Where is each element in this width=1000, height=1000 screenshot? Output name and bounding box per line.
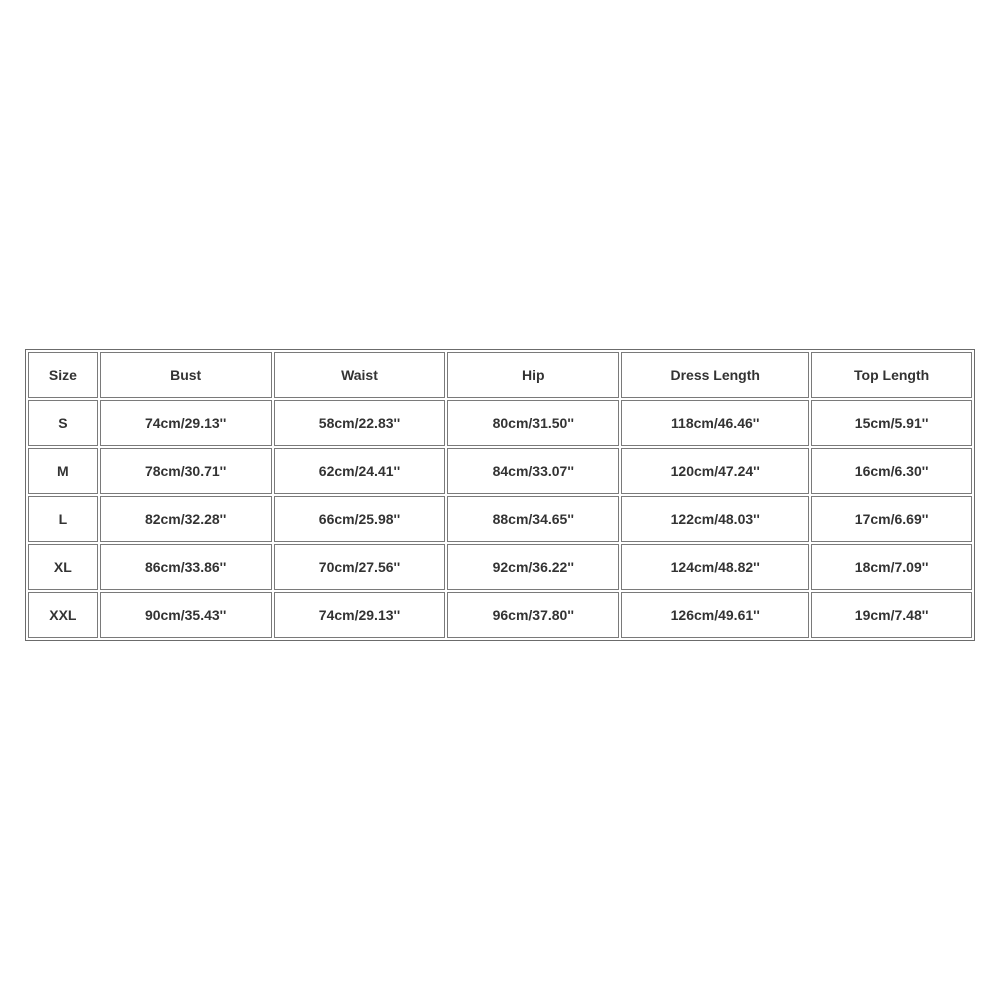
cell-waist: 74cm/29.13'' — [274, 592, 446, 638]
table-row — [28, 448, 972, 494]
cell-hip: 96cm/37.80'' — [447, 592, 619, 638]
cell-waist: 58cm/22.83'' — [274, 400, 446, 446]
cell-top-length: 18cm/7.09'' — [811, 544, 972, 590]
table-row — [28, 544, 972, 590]
cell-bust: 90cm/35.43'' — [100, 592, 272, 638]
header-size: Size — [28, 352, 98, 398]
cell-dress-length: 122cm/48.03'' — [621, 496, 809, 542]
cell-waist: 70cm/27.56'' — [274, 544, 446, 590]
size-chart-table — [25, 349, 975, 641]
header-dress-length: Dress Length — [621, 352, 809, 398]
cell-dress-length: 126cm/49.61'' — [621, 592, 809, 638]
cell-bust: 82cm/32.28'' — [100, 496, 272, 542]
cell-dress-length: 118cm/46.46'' — [621, 400, 809, 446]
table-header-row — [28, 352, 972, 398]
cell-hip: 92cm/36.22'' — [447, 544, 619, 590]
cell-top-length: 16cm/6.30'' — [811, 448, 972, 494]
cell-hip: 84cm/33.07'' — [447, 448, 619, 494]
cell-dress-length: 120cm/47.24'' — [621, 448, 809, 494]
header-top-length: Top Length — [811, 352, 972, 398]
cell-dress-length: 124cm/48.82'' — [621, 544, 809, 590]
cell-waist: 62cm/24.41'' — [274, 448, 446, 494]
table-row — [28, 400, 972, 446]
cell-hip: 80cm/31.50'' — [447, 400, 619, 446]
cell-top-length: 17cm/6.69'' — [811, 496, 972, 542]
cell-size: M — [28, 448, 98, 494]
cell-size: S — [28, 400, 98, 446]
cell-size: XL — [28, 544, 98, 590]
cell-bust: 78cm/30.71'' — [100, 448, 272, 494]
header-waist: Waist — [274, 352, 446, 398]
cell-hip: 88cm/34.65'' — [447, 496, 619, 542]
cell-size: XXL — [28, 592, 98, 638]
table-row — [28, 592, 972, 638]
header-hip: Hip — [447, 352, 619, 398]
header-bust: Bust — [100, 352, 272, 398]
cell-size: L — [28, 496, 98, 542]
cell-bust: 86cm/33.86'' — [100, 544, 272, 590]
cell-bust: 74cm/29.13'' — [100, 400, 272, 446]
cell-top-length: 15cm/5.91'' — [811, 400, 972, 446]
cell-top-length: 19cm/7.48'' — [811, 592, 972, 638]
table-row — [28, 496, 972, 542]
cell-waist: 66cm/25.98'' — [274, 496, 446, 542]
